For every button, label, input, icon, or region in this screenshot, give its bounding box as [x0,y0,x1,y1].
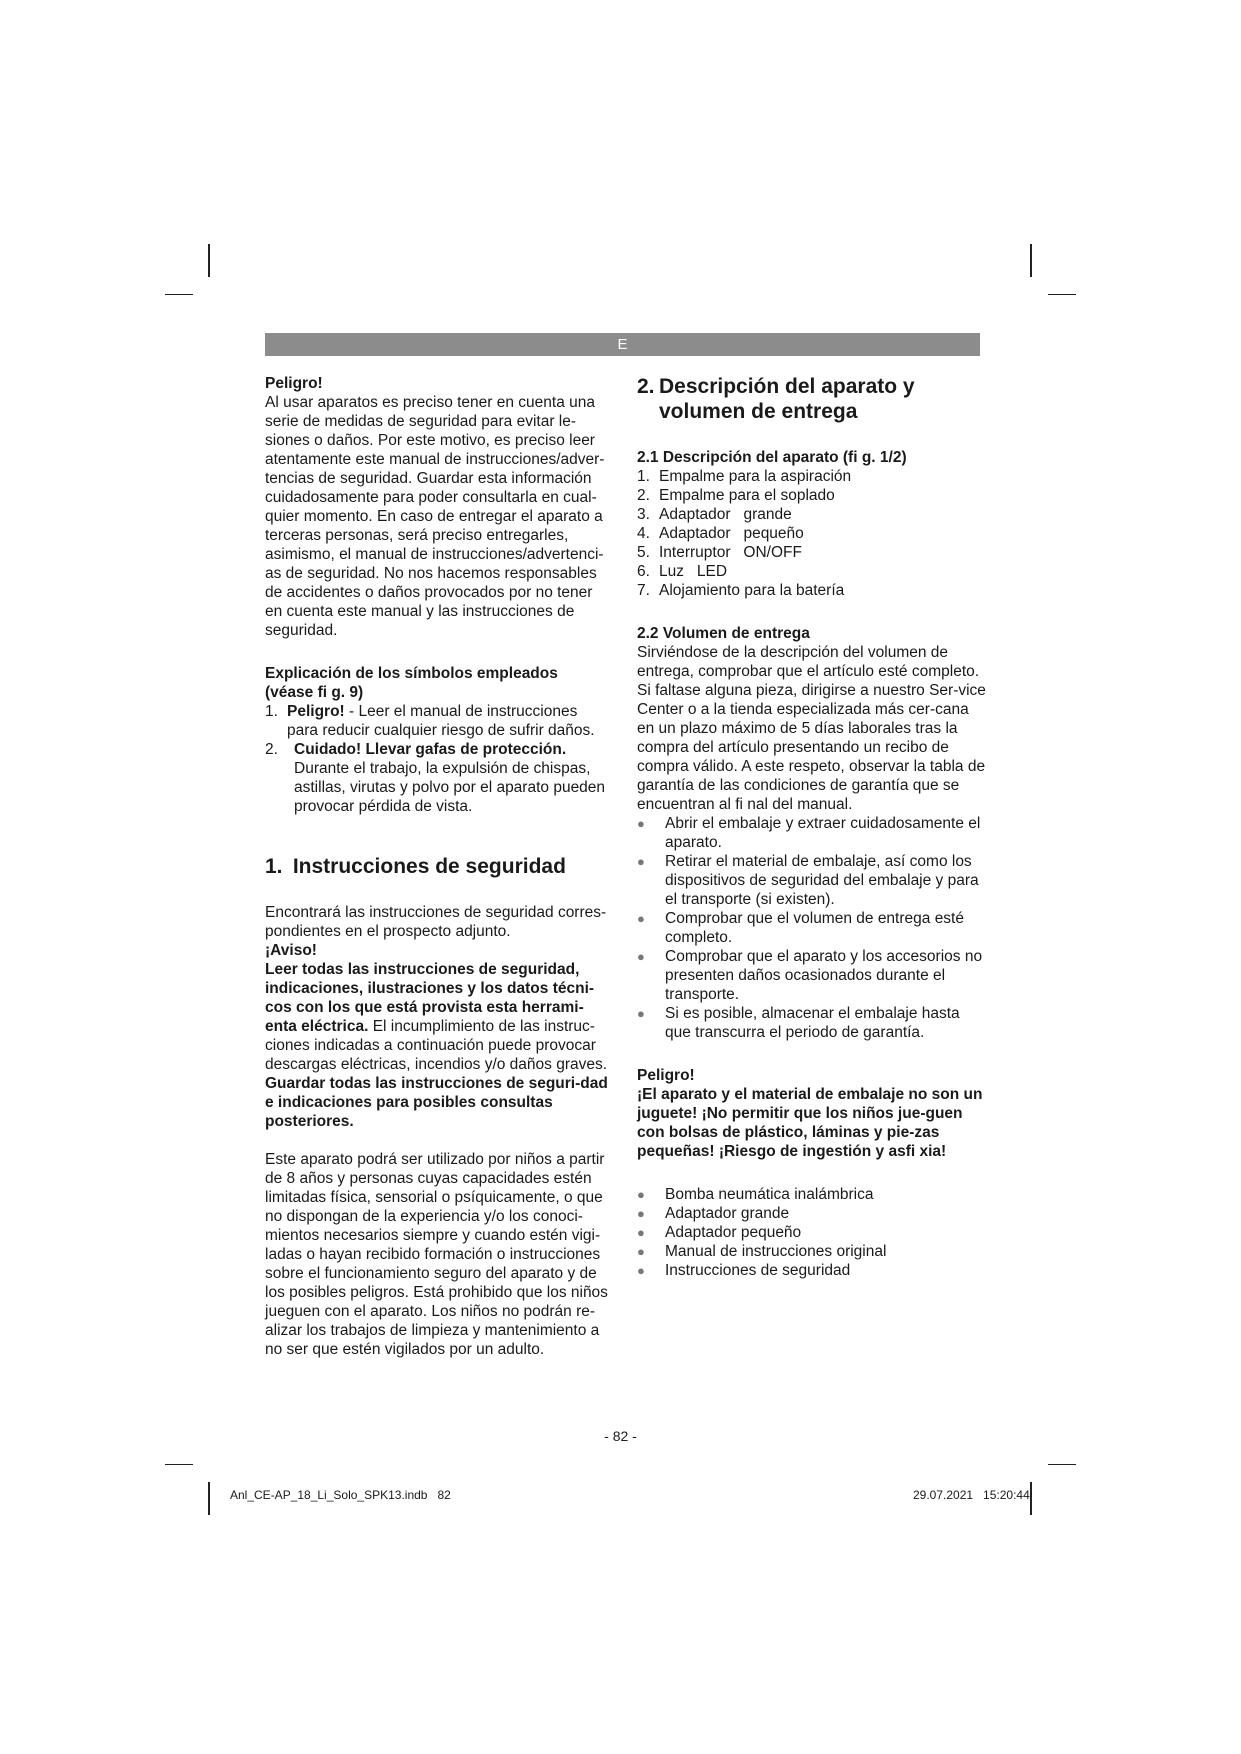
bullet-icon: ● [637,1225,645,1240]
list-item-text: Abrir el embalaje y extraer cuidadosamente el aparato. [665,815,981,851]
right-column [637,374,987,1280]
bullet-icon: ● [637,911,645,926]
crop-mark [208,1482,210,1515]
symbol-item [265,702,610,740]
danger-2-text: ¡El aparato y el material de embalaje no son un juguete! ¡No permitir que los niños jue-guen con bolsas de plástico, láminas y pie-zas pequeñas! ¡Riesgo de ingestión y asfi xia! [637,1086,983,1160]
list-item-text: Comprobar que el aparato y los accesorios no presenten daños ocasionados durante el transporte. [665,948,983,1003]
bullet-icon: ● [637,1006,645,1021]
list-item-text: Si es posible, almacenar el embalaje hasta que transcurra el periodo de garantía. [665,1005,960,1041]
list-item-text: Manual de instrucciones original [665,1243,887,1260]
danger-text: Al usar aparatos es preciso tener en cuenta una serie de medidas de seguridad para evitar le-siones o daños. Por este motivo, es preciso leer atentamente este manual de instrucciones/adver-tencias de seguridad. Guardar esta información cuidadosamente para poder consultarla en cual-quier momento. En caso de entregar el aparato a terceras personas, será preciso entregarles, asimismo, el manual de instrucciones/advertenci-as de seguridad. No nos hacemos responsables de accidentes o daños provocados por no tener en cuenta este manual y las instrucciones de seguridad. [265,394,605,639]
list-item-text: Alojamiento para la batería [659,582,845,599]
danger-title: Peligro! [265,375,323,392]
page-number: - 82 - [604,1428,637,1444]
list-item-text: Bomba neumática inalámbrica [665,1186,874,1203]
list-item-number: 7. [637,582,650,599]
list-item [637,909,987,947]
language-code: E [617,336,628,353]
children-usage-text: Este aparato podrá ser utilizado por niños a partir de 8 años y personas cuyas capacidades estén limitadas física, sensorial o psíquicamente, o que no dispongan de la experiencia y/o los conoci-mientos necesarios siempre y cuando estén vigi-ladas o hayan recibido formación o instrucciones sobre el funcionamiento seguro del aparato y de los posibles peligros. Está prohibido que los niños jueguen con el aparato. Los niños no podrán re-alizar los trabajos de limpieza y mantenimiento a no ser que estén vigilados por un adulto. [265,1151,608,1358]
section-1-intro: Encontrará las instrucciones de seguridad corres-pondientes en el prospecto adjunto. [265,904,607,940]
list-item [637,581,987,600]
list-item [637,505,987,524]
list-item [637,852,987,909]
list-item [637,562,987,581]
list-item [637,524,987,543]
crop-mark [1030,1482,1032,1515]
subsection-2-1-title: 2.1 Descripción del aparato (fi g. 1/2) [637,449,907,466]
section-2-title-line1: Descripción del aparato y [659,375,915,398]
symbols-heading: Explicación de los símbolos empleados (véase fi g. 9) [265,665,558,701]
section-1-heading [265,854,610,879]
list-item-text: Empalme para la aspiración [659,468,852,485]
list-item [637,814,987,852]
left-column [265,374,610,1359]
list-item-text: Luz LED [659,563,728,580]
list-item [637,1261,987,1280]
keep-instructions-text: Guardar todas las instrucciones de seguri-dad e indicaciones para posibles consultas posteriores. [265,1075,608,1130]
delivery-items-list [637,1185,987,1280]
warning-bold-text: Leer todas las instrucciones de seguridad, indicaciones, ilustraciones y los datos técni-cos con los que está provista esta herrami-enta eléctrica. [265,961,595,1035]
bullet-icon: ● [637,1206,645,1221]
bullet-icon: ● [637,854,645,869]
section-2-title-line2: volumen de entrega [659,400,858,423]
list-item-number: 5. [637,544,650,561]
section-1-title: Instrucciones de seguridad [292,855,566,878]
list-item-text: Comprobar que el volumen de entrega esté completo. [665,910,964,946]
bullet-icon: ● [637,1187,645,1202]
symbol-item [265,740,610,816]
bullet-icon: ● [637,1244,645,1259]
list-item [637,543,987,562]
bullet-icon: ● [637,949,645,964]
list-item [637,467,987,486]
danger-2-title: Peligro! [637,1067,695,1084]
list-item [637,1242,987,1261]
list-item-text: Retirar el material de embalaje, así como los dispositivos de seguridad del embalaje y para el transporte (si existen). [665,853,979,908]
list-item-number: 1. [637,468,650,485]
crop-mark [165,1464,193,1465]
unpacking-list [637,814,987,1042]
footer-timestamp: 29.07.2021 15:20:44 [913,1488,1030,1502]
list-item-number: 2. [637,487,650,504]
list-item-text: Instrucciones de seguridad [665,1262,851,1279]
section-2-heading [637,374,987,424]
crop-mark [208,244,210,277]
language-header-bar [265,333,980,356]
warning-label: ¡Aviso! [265,942,317,959]
symbol-number: 1. [265,703,278,720]
bullet-icon: ● [637,816,645,831]
list-item-text: Empalme para el soplado [659,487,835,504]
list-item-text: Adaptador pequeño [659,525,804,542]
symbol-bold: Peligro! [287,703,345,720]
subsection-2-2-title: 2.2 Volumen de entrega [637,625,810,642]
parts-list [637,467,987,600]
section-2-number: 2. [637,375,655,398]
warning-text: El incumplimiento de las instruc-ciones indicadas a continuación puede provocar descargas eléctricas, incendios y/o daños graves. [265,1018,608,1073]
list-item-number: 6. [637,563,650,580]
list-item [637,1223,987,1242]
crop-mark [1030,244,1032,277]
delivery-scope-text: Sirviéndose de la descripción del volumen de entrega, comprobar que el artículo esté completo. Si faltase alguna pieza, dirigirse a nuestro Ser-vice Center o a la tienda especializada más cer-cana en un plazo máximo de 5 días laborales tras la compra del artículo presentando un recibo de compra válido. A este respeto, observar la tabla de garantía de las condiciones de garantía que se encuentran al fi nal del manual. [637,644,986,813]
list-item-text: Adaptador grande [665,1205,790,1222]
list-item-number: 4. [637,525,650,542]
symbol-bold: Cuidado! Llevar gafas de protección. [294,741,567,758]
list-item-text: Adaptador pequeño [665,1224,802,1241]
list-item [637,1185,987,1204]
section-1-number: 1. [265,855,283,878]
list-item-text: Interruptor ON/OFF [659,544,802,561]
list-item [637,947,987,1004]
list-item [637,1204,987,1223]
footer-file-name: Anl_CE-AP_18_Li_Solo_SPK13.indb 82 [230,1488,451,1502]
list-item [637,486,987,505]
crop-mark [1048,294,1076,295]
bullet-icon: ● [637,1263,645,1278]
symbol-text: - Leer el manual de instrucciones para reducir cualquier riesgo de sufrir daños. [287,703,595,739]
symbol-text: Durante el trabajo, la expulsión de chispas, astillas, virutas y polvo por el aparato pueden provocar pérdida de vista. [294,760,606,815]
crop-mark [165,294,193,295]
list-item-number: 3. [637,506,650,523]
list-item [637,1004,987,1042]
crop-mark [1048,1464,1076,1465]
symbol-number: 2. [265,741,278,758]
list-item-text: Adaptador grande [659,506,792,523]
